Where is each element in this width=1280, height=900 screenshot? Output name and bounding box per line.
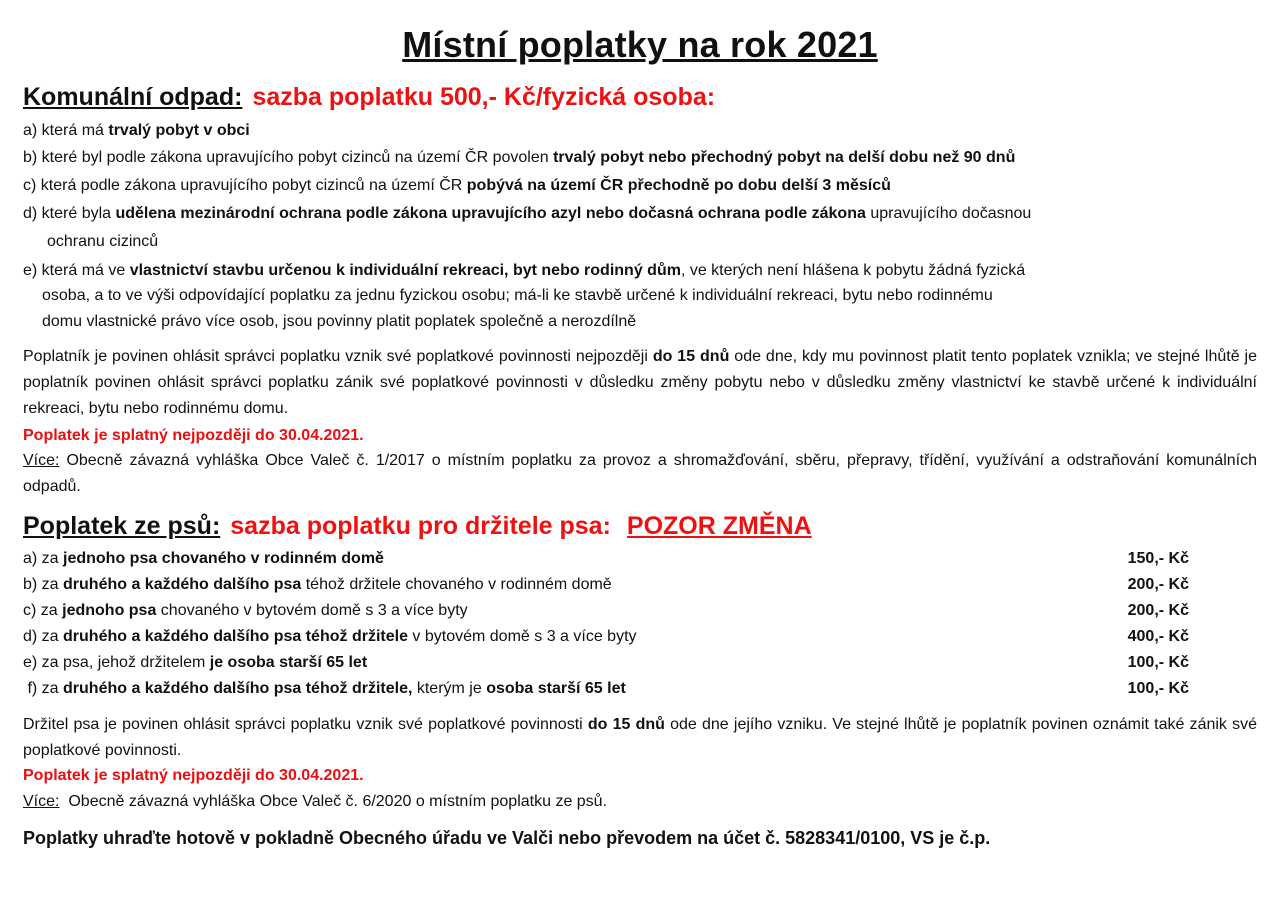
dogs-fee-text: téhož držitele chovaného v rodinném domě xyxy=(301,576,612,593)
dogs-fee-text: kterým je xyxy=(412,680,487,697)
dogs-fee-description xyxy=(23,550,384,567)
dogs-change-notice: POZOR ZMĚNA xyxy=(626,512,812,540)
waste-heading-label: Komunální odpad: xyxy=(23,83,243,111)
dogs-fee-description xyxy=(23,654,367,671)
waste-item-d-text-2: upravujícího dočasnou xyxy=(865,205,1032,222)
waste-item-a-bold: trvalý pobyt v obci xyxy=(108,122,250,139)
waste-due-date: Poplatek je splatný nejpozději do 30.04.2021. xyxy=(23,427,364,444)
dogs-notice-text: Držitel psa je povinen ohlásit správci poplatku vznik své poplatkové povinnosti xyxy=(23,716,588,733)
dogs-fee-text-bold: druhého a každého dalšího psa xyxy=(63,576,302,593)
waste-item-a-text: a) která má xyxy=(23,122,109,139)
waste-more-text: Obecně závazná vyhláška Obce Valeč č. 1/2017 o místním poplatku za provoz a shromažďování, sběru, přepravy, třídění, využívání a odstraňování komunálních odpadů. xyxy=(23,452,1257,495)
dogs-fee-text: d) za xyxy=(23,628,64,645)
dogs-fee-text: chovaného v bytovém domě s 3 a více byty xyxy=(156,602,468,619)
waste-notice-text-2: ode dne, kdy mu povinnost platit tento poplatek vznikla; ve stejné lhůtě je poplatník povinen ohlásit správci poplatku zánik své poplatkové povinnosti v důsledku změny pobytu nebo v důsledku změny vlastnictví ke stavbě určené k individuální rekreaci, bytu nebo rodinnému domu. xyxy=(23,348,1257,417)
dogs-fee-row xyxy=(23,575,1189,595)
dogs-fee-text: v bytovém domě s 3 a více byty xyxy=(407,628,637,645)
dogs-fee-price: 200,- Kč xyxy=(1127,576,1189,593)
payment-instructions: Poplatky uhraďte hotově v pokladně Obecného úřadu ve Valči nebo převodem na účet č. 5828341/0100, VS je č.p. xyxy=(23,828,991,848)
waste-rate: sazba poplatku 500,- Kč/fyzická osoba: xyxy=(252,83,716,111)
dogs-fee-text: b) za xyxy=(23,576,64,593)
waste-item-c-bold: pobývá na území ČR přechodně po dobu delší 3 měsíců xyxy=(466,177,891,194)
waste-item-a xyxy=(23,121,250,141)
dogs-fee-text: e) za psa, jehož držitelem xyxy=(23,654,210,671)
dogs-fee-text-bold: druhého a každého dalšího psa téhož držitele, xyxy=(63,680,413,697)
dogs-fee-price: 100,- Kč xyxy=(1127,680,1189,697)
waste-item-d-bold: udělena mezinárodní ochrana podle zákona upravujícího azyl nebo dočasná ochrana podle zákona xyxy=(115,205,866,222)
waste-item-e-line2: osoba, a to ve výši odpovídající poplatku za jednu fyzickou osobu; má-li ke stavbě určené k individuální rekreaci, bytu nebo rodinnému xyxy=(42,287,993,304)
dogs-fee-row xyxy=(23,679,1189,699)
dogs-fee-row xyxy=(23,549,1189,569)
waste-more-label: Více: xyxy=(23,452,60,469)
dogs-notice-text-2: ode dne jejího vzniku. Ve stejné lhůtě je poplatník povinen oznámit také zánik své poplatkové povinnosti. xyxy=(23,716,1258,759)
waste-notice-text: Poplatník je povinen ohlásit správci poplatku vznik své poplatkové povinnosti nejpozději xyxy=(23,348,653,365)
dogs-fee-description xyxy=(23,576,612,593)
waste-item-e-bold: vlastnictví stavbu určenou k individuální rekreaci, byt nebo rodinný dům xyxy=(129,262,681,279)
waste-item-b-bold: trvalý pobyt nebo přechodný pobyt na delší dobu než 90 dnů xyxy=(553,149,1016,166)
dogs-notice-deadline: do 15 dnů xyxy=(587,716,665,733)
waste-item-d xyxy=(23,204,1031,224)
dogs-fee-description xyxy=(23,602,468,619)
dogs-fee-text-bold: jednoho psa chovaného v rodinném domě xyxy=(63,550,384,567)
waste-item-d-text: d) které byla xyxy=(23,205,116,222)
dogs-notice xyxy=(23,712,1257,764)
waste-item-b xyxy=(23,148,1015,168)
dogs-fee-price: 150,- Kč xyxy=(1127,550,1189,567)
dogs-due-date: Poplatek je splatný nejpozději do 30.04.2021. xyxy=(23,767,364,784)
dogs-fee-price: 400,- Kč xyxy=(1127,628,1189,645)
dogs-rate: sazba poplatku pro držitele psa: xyxy=(230,512,611,540)
waste-more xyxy=(23,448,1257,500)
dogs-fee-text-bold: jednoho psa xyxy=(62,602,157,619)
dogs-fee-text-bold: je osoba starší 65 let xyxy=(209,654,368,671)
dogs-fee-description xyxy=(23,628,637,645)
waste-notice xyxy=(23,344,1257,422)
waste-item-d-cont: ochranu cizinců xyxy=(47,233,159,250)
page-title: Místní poplatky na rok 2021 xyxy=(402,24,878,65)
dogs-fee-text: a) za xyxy=(23,550,64,567)
waste-heading xyxy=(23,83,715,112)
dogs-fee-text: c) za xyxy=(23,602,63,619)
waste-item-e xyxy=(23,261,1025,281)
dogs-fee-text-bold: osoba starší 65 let xyxy=(486,680,626,697)
waste-item-e-line3: domu vlastnické právo více osob, jsou povinny platit poplatek společně a nerozdílně xyxy=(42,313,637,330)
dogs-fee-price: 100,- Kč xyxy=(1127,654,1189,671)
dogs-more xyxy=(23,792,607,812)
dogs-fee-row xyxy=(23,627,1189,647)
dogs-heading-label: Poplatek ze psů: xyxy=(23,512,221,540)
dogs-more-label: Více: xyxy=(23,793,60,810)
dogs-fee-row xyxy=(23,653,1189,673)
dogs-fee-row xyxy=(23,601,1189,621)
waste-item-c-text: c) která podle zákona upravujícího pobyt cizinců na území ČR xyxy=(23,177,467,194)
waste-item-b-text: b) které byl podle zákona upravujícího pobyt cizinců na území ČR povolen xyxy=(23,149,554,166)
waste-item-e-text-2: , ve kterých není hlášena k pobytu žádná fyzická xyxy=(680,262,1026,279)
waste-item-e-text: e) která má ve xyxy=(23,262,130,279)
dogs-fee-price: 200,- Kč xyxy=(1127,602,1189,619)
dogs-fee-text-bold: druhého a každého dalšího psa téhož držitele xyxy=(63,628,408,645)
dogs-fee-description xyxy=(23,680,626,697)
waste-item-c xyxy=(23,176,891,196)
dogs-more-text: Obecně závazná vyhláška Obce Valeč č. 6/2020 o místním poplatku ze psů. xyxy=(59,793,608,810)
dogs-heading xyxy=(23,512,812,541)
waste-notice-deadline: do 15 dnů xyxy=(652,348,730,365)
dogs-fee-text: f) za xyxy=(23,680,64,697)
